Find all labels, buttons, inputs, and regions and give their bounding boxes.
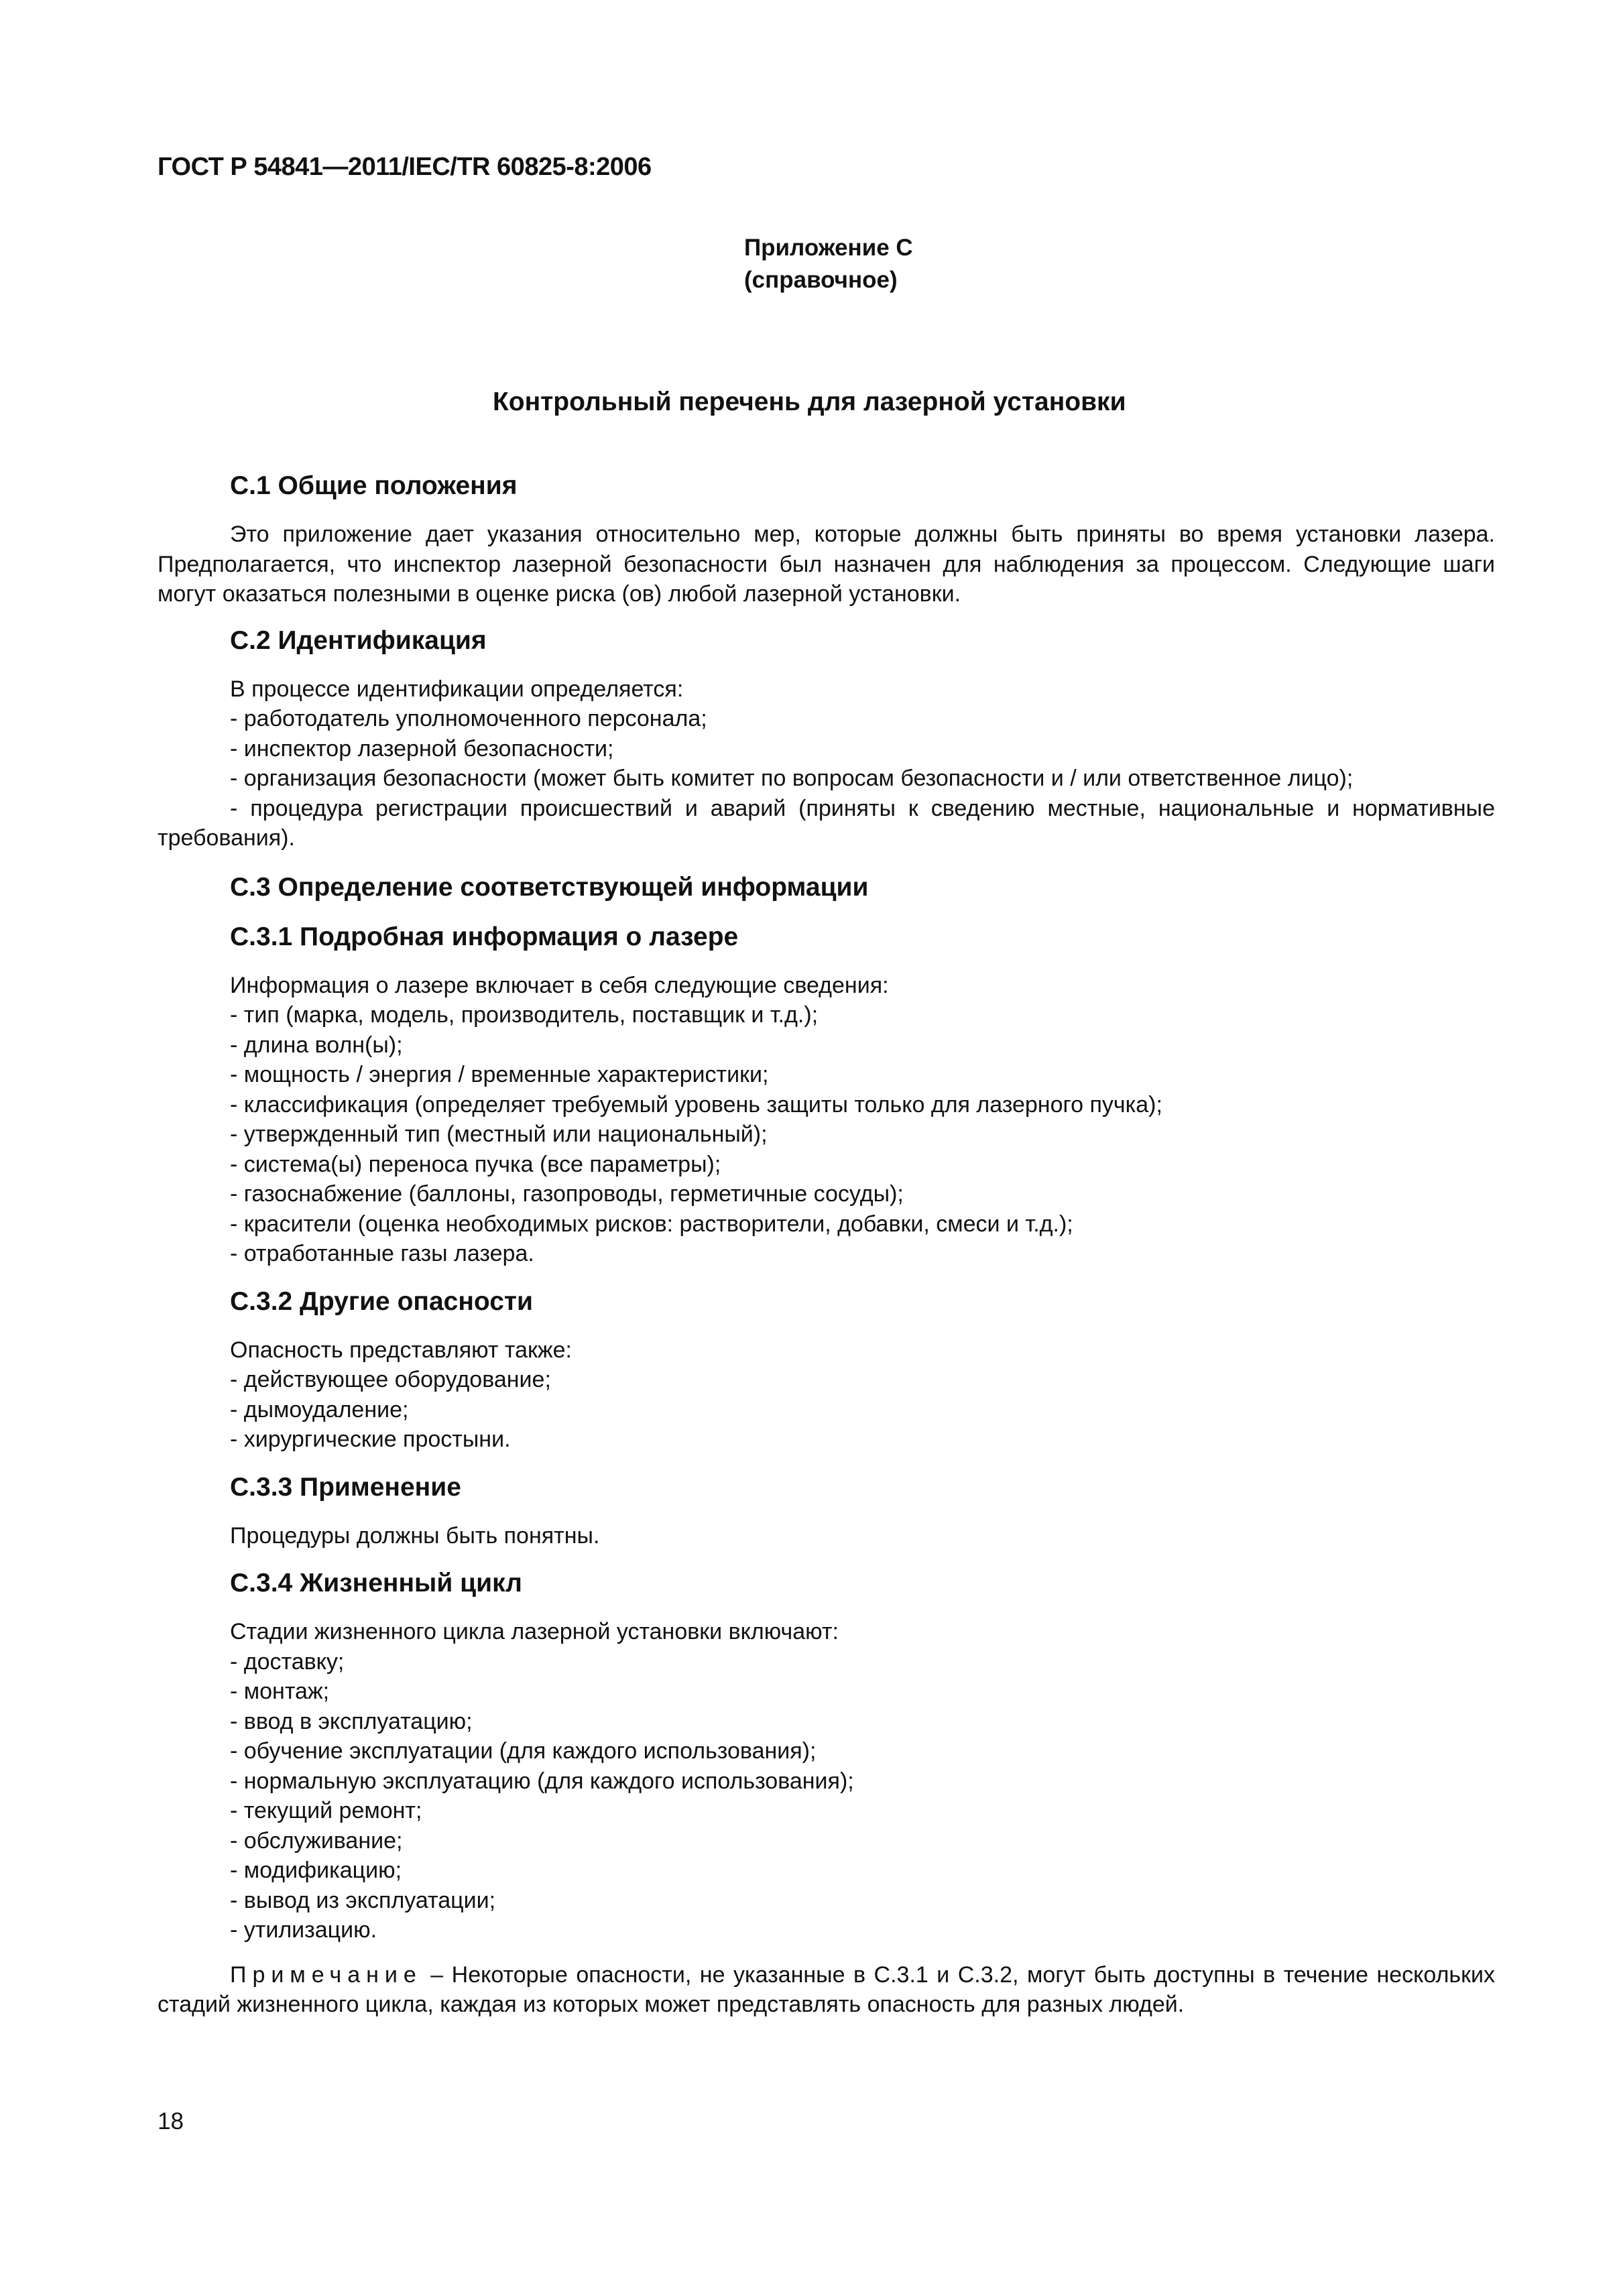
document-code-header: ГОСТ Р 54841—2011/IEC/TR 60825-8:2006 bbox=[158, 153, 652, 181]
section-heading-c1: С.1 Общие положения bbox=[230, 471, 518, 500]
list-item: - текущий ремонт; bbox=[230, 1798, 422, 1823]
section-heading-c3-3: С.3.3 Применение bbox=[230, 1472, 461, 1502]
list-item: - отработанные газы лазера. bbox=[230, 1241, 534, 1266]
list-item: - вывод из эксплуатации; bbox=[230, 1887, 496, 1913]
list-item: - организация безопасности (может быть комитет по вопросам безопасности и / или ответственное лицо); bbox=[230, 766, 1354, 791]
list-item: - газоснабжение (баллоны, газопроводы, герметичные сосуды); bbox=[230, 1181, 904, 1207]
section-c3-4-intro: Стадии жизненного цикла лазерной установки включают: bbox=[230, 1619, 839, 1644]
annex-title: Контрольный перечень для лазерной установки bbox=[493, 387, 1126, 416]
list-item: - мощность / энергия / временные характеристики; bbox=[230, 1062, 769, 1087]
list-item: - действующее оборудование; bbox=[230, 1367, 551, 1392]
list-item: - модификацию; bbox=[230, 1858, 402, 1883]
list-item: - обслуживание; bbox=[230, 1827, 403, 1854]
document-body bbox=[158, 469, 1495, 2020]
section-c3-2-list bbox=[158, 1365, 1495, 1455]
list-item: - классификация (определяет требуемый уровень защиты только для лазерного пучка); bbox=[230, 1091, 1162, 1117]
annex-label: Приложение С bbox=[744, 235, 913, 261]
annex-label-block bbox=[744, 232, 913, 296]
section-heading-c3: С.3 Определение соответствующей информации bbox=[230, 872, 869, 902]
list-item: - процедура регистрации происшествий и аварий (приняты к сведению местные, национальные и нормативные требования). bbox=[158, 795, 1495, 851]
list-item: - нормальную эксплуатацию (для каждого использования); bbox=[230, 1768, 854, 1794]
section-heading-c3-2: С.3.2 Другие опасности bbox=[230, 1286, 533, 1316]
list-item: - красители (оценка необходимых рисков: растворители, добавки, смеси и т.д.); bbox=[230, 1211, 1073, 1237]
section-heading-c2: С.2 Идентификация bbox=[230, 625, 487, 655]
note-label: Примечание bbox=[230, 1961, 422, 1988]
list-item: - обучение эксплуатации (для каждого использования); bbox=[230, 1738, 817, 1764]
section-c3-1-intro: Информация о лазере включает в себя следующие сведения: bbox=[230, 972, 889, 998]
list-item: - работодатель уполномоченного персонала; bbox=[230, 706, 707, 731]
list-item: - хирургические простыни. bbox=[230, 1427, 511, 1452]
section-c2-intro: В процессе идентификации определяется: bbox=[230, 676, 684, 702]
section-c3-3-text: Процедуры должны быть понятны. bbox=[230, 1522, 600, 1549]
list-item: - утвержденный тип (местный или национальный); bbox=[230, 1122, 768, 1147]
section-c2-list bbox=[158, 704, 1495, 853]
section-c1-paragraph: Это приложение дает указания относительно мер, которые должны быть приняты во время установки лазера. Предполагается, что инспектор лазерной безопасности был назначен для наблюдения за процессом. Следующие шаги могут оказаться полезными в оценке риска (ов) любой лазерной установки. bbox=[158, 522, 1495, 607]
list-item: - монтаж; bbox=[230, 1679, 330, 1704]
list-item: - доставку; bbox=[230, 1648, 345, 1675]
list-item: - дымоудаление; bbox=[230, 1396, 409, 1423]
section-c3-1-list bbox=[158, 1000, 1495, 1269]
section-heading-c3-4: С.3.4 Жизненный цикл bbox=[230, 1569, 522, 1597]
section-c3-4-list bbox=[158, 1647, 1495, 1945]
list-item: - утилизацию. bbox=[230, 1917, 377, 1943]
section-c3-2-intro: Опасность представляют также: bbox=[230, 1337, 572, 1363]
list-item: - инспектор лазерной безопасности; bbox=[230, 735, 614, 762]
list-item: - тип (марка, модель, производитель, поставщик и т.д.); bbox=[230, 1002, 819, 1028]
page-number: 18 bbox=[158, 2108, 184, 2134]
section-heading-c3-1: С.3.1 Подробная информация о лазере bbox=[230, 922, 739, 951]
note-text: – Некоторые опасности, не указанные в С.3.1 и С.3.2, могут быть доступны в течение нескольких стадий жизненного цикла, каждая из которых может представлять опасность для разных людей. bbox=[158, 1961, 1495, 2017]
list-item: - длина волн(ы); bbox=[230, 1032, 403, 1058]
annex-type: (справочное) bbox=[744, 267, 898, 293]
list-item: - ввод в эксплуатацию; bbox=[230, 1708, 473, 1734]
list-item: - система(ы) переноса пучка (все параметры); bbox=[230, 1151, 721, 1177]
note-paragraph bbox=[158, 1960, 1495, 2020]
